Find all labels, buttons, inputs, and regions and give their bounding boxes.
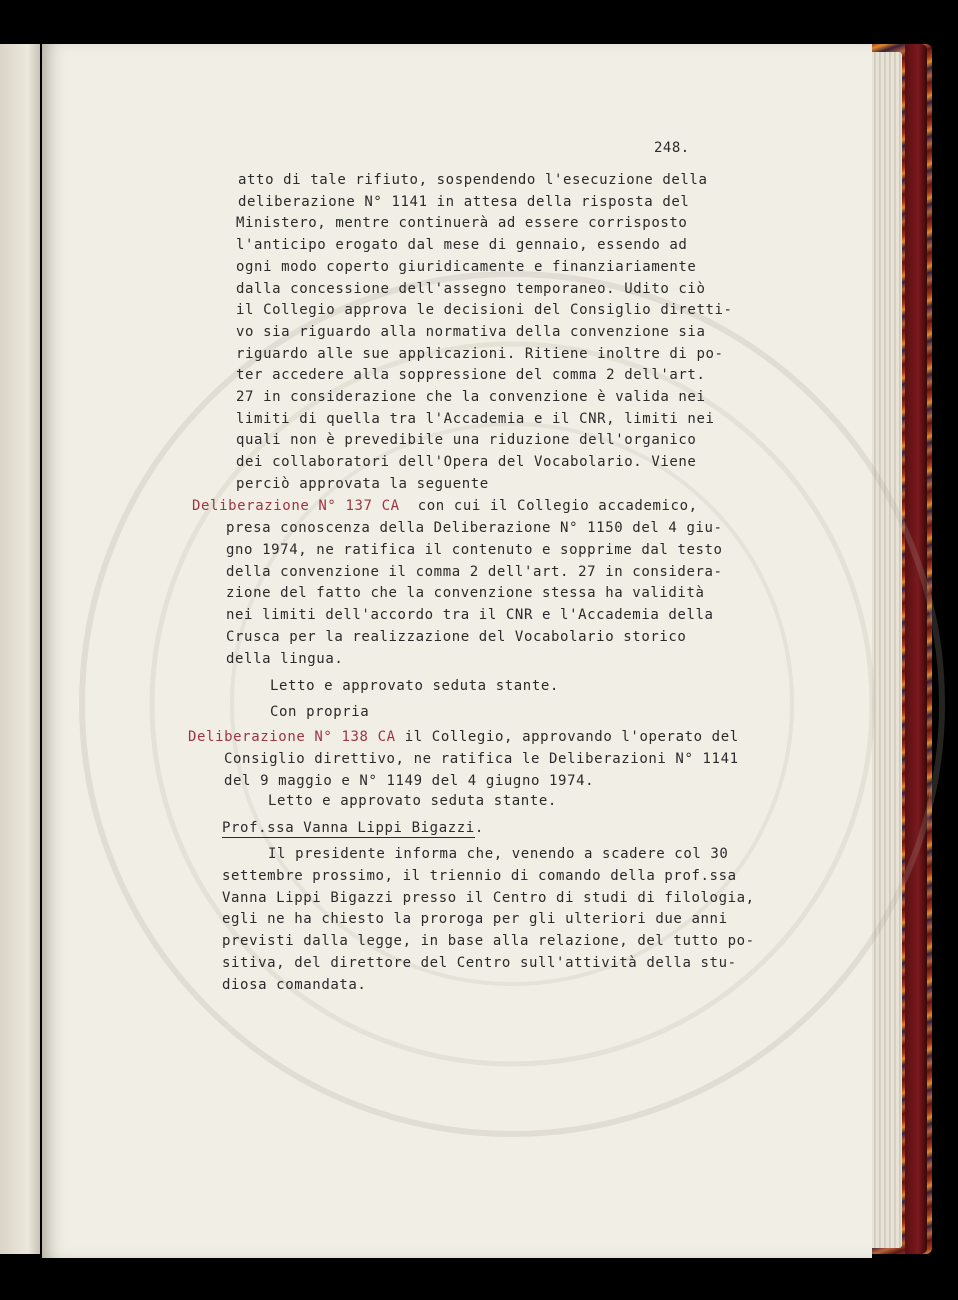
deliberation-137-line: presa conoscenza della Deliberazione N° 1150 del 4 giu- (226, 520, 723, 536)
body-1-line: l'anticipo erogato dal mese di gennaio, essendo ad (236, 237, 688, 254)
deliberation-138-line: del 9 maggio e N° 1149 del 4 giugno 1974. (224, 772, 595, 789)
section-heading (222, 820, 484, 836)
body-1-line: perciò approvata la seguente (236, 475, 489, 492)
deliberation-137-line: nei limiti dell'accordo tra il CNR e l'Accademia della (226, 607, 714, 624)
body-1-line: limiti di quella tra l'Accademia e il CNR, limiti nei (236, 410, 715, 427)
deliberation-138-label: Deliberazione N° 138 CA (188, 729, 396, 745)
cover-leather-edge (905, 44, 927, 1254)
body-2-line: sitiva, del direttore del Centro sull'attività della stu- (222, 955, 737, 971)
body-2-line: egli ne ha chiesto la proroga per gli ulteriori due anni (222, 911, 728, 928)
deliberation-137-label: Deliberazione N° 137 CA (192, 498, 400, 514)
section-heading-period: . (474, 820, 484, 836)
deliberation-138-approved: Letto e approvato seduta stante. (268, 793, 557, 809)
body-1-line: il Collegio approva le decisioni del Consiglio diretti- (236, 302, 733, 319)
body-1-line: 27 in considerazione che la convenzione è valida nei (236, 389, 706, 405)
body-1-line: quali non è prevedibile una riduzione dell'organico (236, 432, 697, 449)
document-page (42, 44, 872, 1258)
deliberation-137-line: zione del fatto che la convenzione stessa ha validità (226, 585, 705, 602)
section-heading-title: Prof.ssa Vanna Lippi Bigazzi (222, 820, 475, 836)
con-propria-text: Con propria (270, 704, 370, 720)
body-1-line: vo sia riguardo alla normativa della convenzione sia (236, 323, 706, 340)
body-1-line: dei collaboratori dell'Opera del Vocabolario. Viene (236, 454, 697, 471)
deliberation-137-line: Crusca per la realizzazione del Vocabolario storico (226, 629, 687, 645)
body-2-line: diosa comandata. (222, 976, 367, 993)
deliberation-138-line: Consiglio direttivo, ne ratifica le Deliberazioni N° 1141 (224, 751, 739, 767)
body-2-line: settembre prossimo, il triennio di comando della prof.ssa (222, 867, 737, 884)
body-2-line: Il presidente informa che, venendo a scadere col 30 (268, 846, 729, 862)
deliberation-137-first-line (192, 498, 698, 514)
body-1-line: dalla concessione dell'assegno temporaneo. Udito ciò (236, 280, 706, 297)
deliberation-137-line: gno 1974, ne ratifica il contenuto e sopprime dal testo (226, 541, 723, 558)
deliberation-137-line: della convenzione il comma 2 dell'art. 27 in considera- (226, 563, 723, 580)
body-1-line: riguardo alle sue applicazioni. Ritiene inoltre di po- (236, 345, 724, 362)
body-1-line: Ministero, mentre continuerà ad essere corrisposto (236, 215, 688, 232)
body-1-line: ogni modo coperto giuridicamente e finanziariamente (236, 258, 697, 275)
left-page (0, 44, 40, 1254)
page-number: 248. (654, 140, 690, 156)
deliberation-137-approved: Letto e approvato seduta stante. (270, 678, 559, 694)
body-1-line: ter accedere alla soppressione del comma 2 dell'art. (236, 367, 706, 384)
body-1-line: atto di tale rifiuto, sospendendo l'esecuzione della (238, 172, 708, 188)
deliberation-137-line: della lingua. (226, 650, 344, 667)
deliberation-138-first-line (188, 729, 739, 745)
body-2-line: Vanna Lippi Bigazzi presso il Centro di studi di filologia, (222, 889, 755, 906)
deliberation-138-first-text: il Collegio, approvando l'operato del (404, 729, 739, 745)
body-2-line: previsti dalla legge, in base alla relazione, del tutto po- (222, 933, 755, 950)
body-1-line: deliberazione N° 1141 in attesa della risposta del (238, 193, 690, 210)
deliberation-137-first-text: con cui il Collegio accademico, (417, 498, 698, 514)
